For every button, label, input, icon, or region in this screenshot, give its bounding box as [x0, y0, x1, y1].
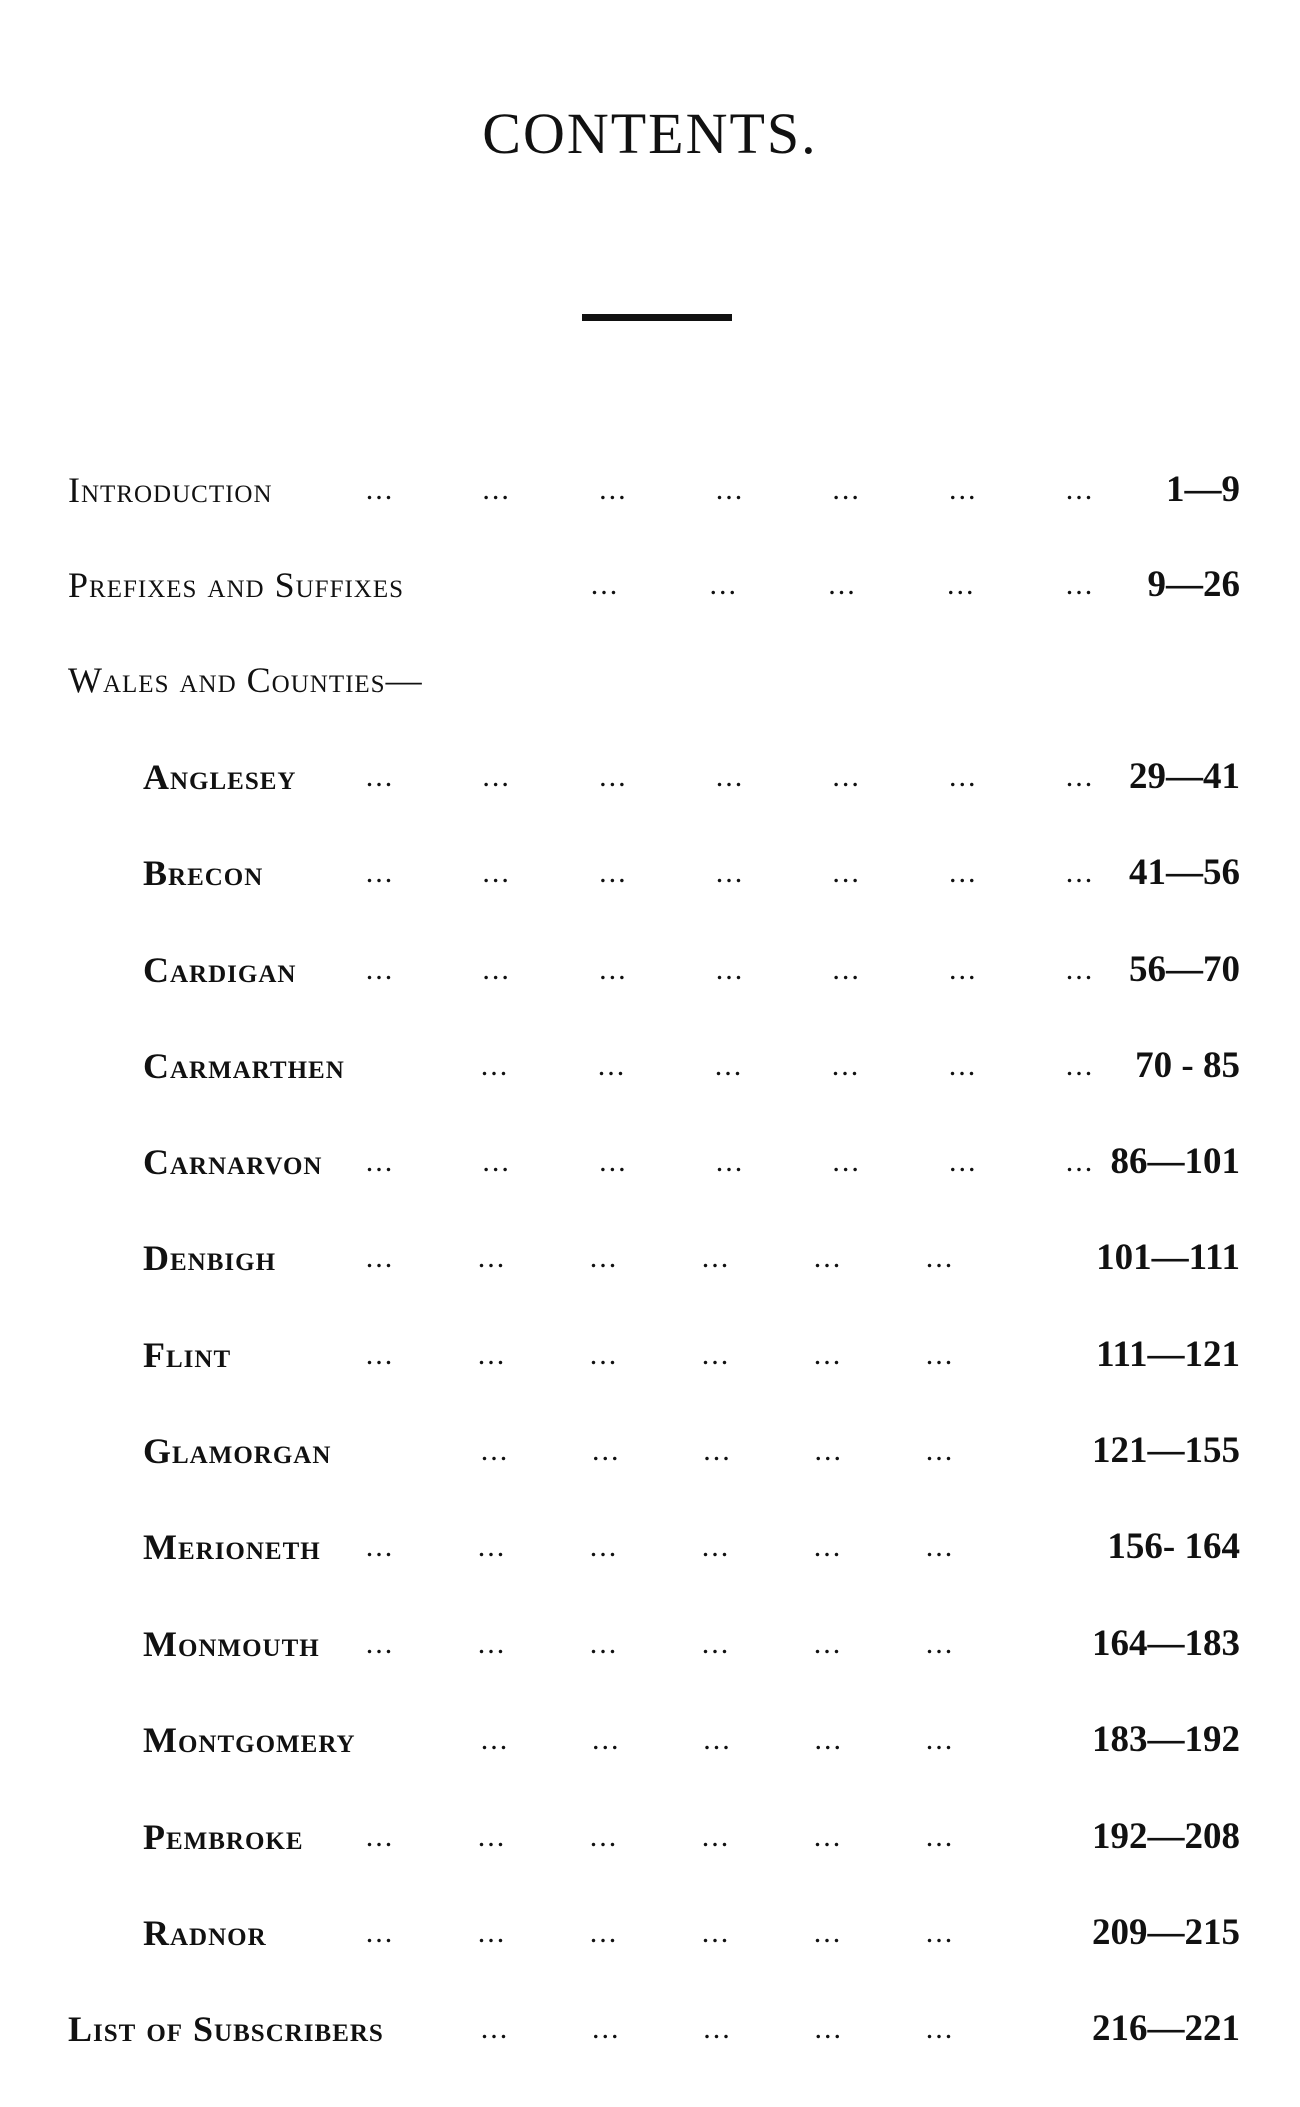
toc-label: Introduction: [68, 470, 273, 510]
toc-entry-introduction[interactable]: [0, 460, 1300, 520]
leader-dots: ... ... ... ... ...: [590, 568, 1095, 601]
toc-entry-glamorgan[interactable]: [0, 1421, 1300, 1481]
toc-label: Carnarvon: [143, 1142, 323, 1182]
toc-label: Denbigh: [143, 1238, 277, 1278]
leader-dots: ... ... ... ... ...: [480, 1434, 955, 1467]
leader-dots: ... ... ... ... ... ...: [365, 1241, 955, 1274]
toc-entry-montgomery[interactable]: [0, 1710, 1300, 1770]
toc-label: Carmarthen: [143, 1046, 345, 1086]
toc-entry-carmarthen[interactable]: [0, 1036, 1300, 1096]
toc-pages: 192—208: [1092, 1816, 1240, 1857]
toc-pages: 101—111: [1096, 1237, 1240, 1278]
toc-pages: 111—121: [1096, 1334, 1240, 1375]
toc-label: Wales and Counties—: [68, 660, 423, 700]
leader-dots: ... ... ... ... ... ...: [480, 1049, 1095, 1082]
leader-dots: ... ... ... ... ... ... ...: [365, 953, 1095, 986]
toc-entry-radnor[interactable]: [0, 1903, 1300, 1963]
toc-pages: 164—183: [1092, 1623, 1240, 1664]
toc-pages: 156- 164: [1107, 1526, 1240, 1567]
toc-label: Cardigan: [143, 950, 297, 990]
toc-label: Brecon: [143, 853, 264, 893]
toc-entry-monmouth[interactable]: [0, 1614, 1300, 1674]
leader-dots: ... ... ... ... ... ...: [365, 1627, 955, 1660]
page-title: CONTENTS.: [482, 101, 818, 166]
toc-pages: 41—56: [1129, 852, 1240, 893]
leader-dots: ... ... ... ... ... ...: [365, 1338, 955, 1371]
toc-label: Montgomery: [143, 1720, 356, 1760]
toc-entry-merioneth[interactable]: [0, 1517, 1300, 1577]
toc-label: List of Subscribers: [68, 2009, 384, 2049]
toc-entry-cardigan[interactable]: [0, 940, 1300, 1000]
toc-pages: 86—101: [1110, 1141, 1240, 1182]
toc-label: Prefixes and Suffixes: [68, 565, 405, 605]
leader-dots: ... ... ... ... ...: [480, 2012, 955, 2045]
toc-label: Pembroke: [143, 1817, 304, 1857]
leader-dots: ... ... ... ... ... ... ...: [365, 473, 1095, 506]
toc-pages: 209—215: [1092, 1912, 1240, 1953]
leader-dots: ... ... ... ... ... ...: [365, 1916, 955, 1949]
leader-dots: ... ... ... ... ... ...: [365, 1530, 955, 1563]
toc-pages: 9—26: [1147, 564, 1240, 605]
toc-entry-anglesey[interactable]: [0, 747, 1300, 807]
leader-dots: ... ... ... ... ... ... ...: [365, 1145, 1095, 1178]
toc-label: Radnor: [143, 1913, 267, 1953]
toc-entry-carnarvon[interactable]: [0, 1132, 1300, 1192]
toc-pages: 216—221: [1092, 2008, 1240, 2049]
toc-pages: 1—9: [1166, 469, 1240, 510]
toc-entry-brecon[interactable]: [0, 843, 1300, 903]
toc-label: Glamorgan: [143, 1431, 332, 1471]
toc-label: Flint: [143, 1335, 232, 1375]
leader-dots: ... ... ... ... ...: [480, 1723, 955, 1756]
toc-pages: 183—192: [1092, 1719, 1240, 1760]
toc-label: Anglesey: [143, 757, 297, 797]
toc-label: Merioneth: [143, 1527, 321, 1567]
toc-entry-flint[interactable]: [0, 1325, 1300, 1385]
toc-label: Monmouth: [143, 1624, 320, 1664]
toc-entry-prefixes-suffixes[interactable]: [0, 555, 1300, 615]
leader-dots: ... ... ... ... ... ... ...: [365, 760, 1095, 793]
toc-entry-list-of-subscribers[interactable]: [0, 1999, 1300, 2059]
leader-dots: ... ... ... ... ... ... ...: [365, 856, 1095, 889]
leader-dots: ... ... ... ... ... ...: [365, 1820, 955, 1853]
toc-entry-denbigh[interactable]: [0, 1228, 1300, 1288]
toc-pages: 56—70: [1129, 949, 1240, 990]
toc-entry-wales-and-counties[interactable]: [0, 650, 1300, 710]
toc-pages: 70 - 85: [1135, 1045, 1240, 1086]
toc-pages: 29—41: [1129, 756, 1240, 797]
toc-pages: 121—155: [1092, 1430, 1240, 1471]
toc-entry-pembroke[interactable]: [0, 1807, 1300, 1867]
